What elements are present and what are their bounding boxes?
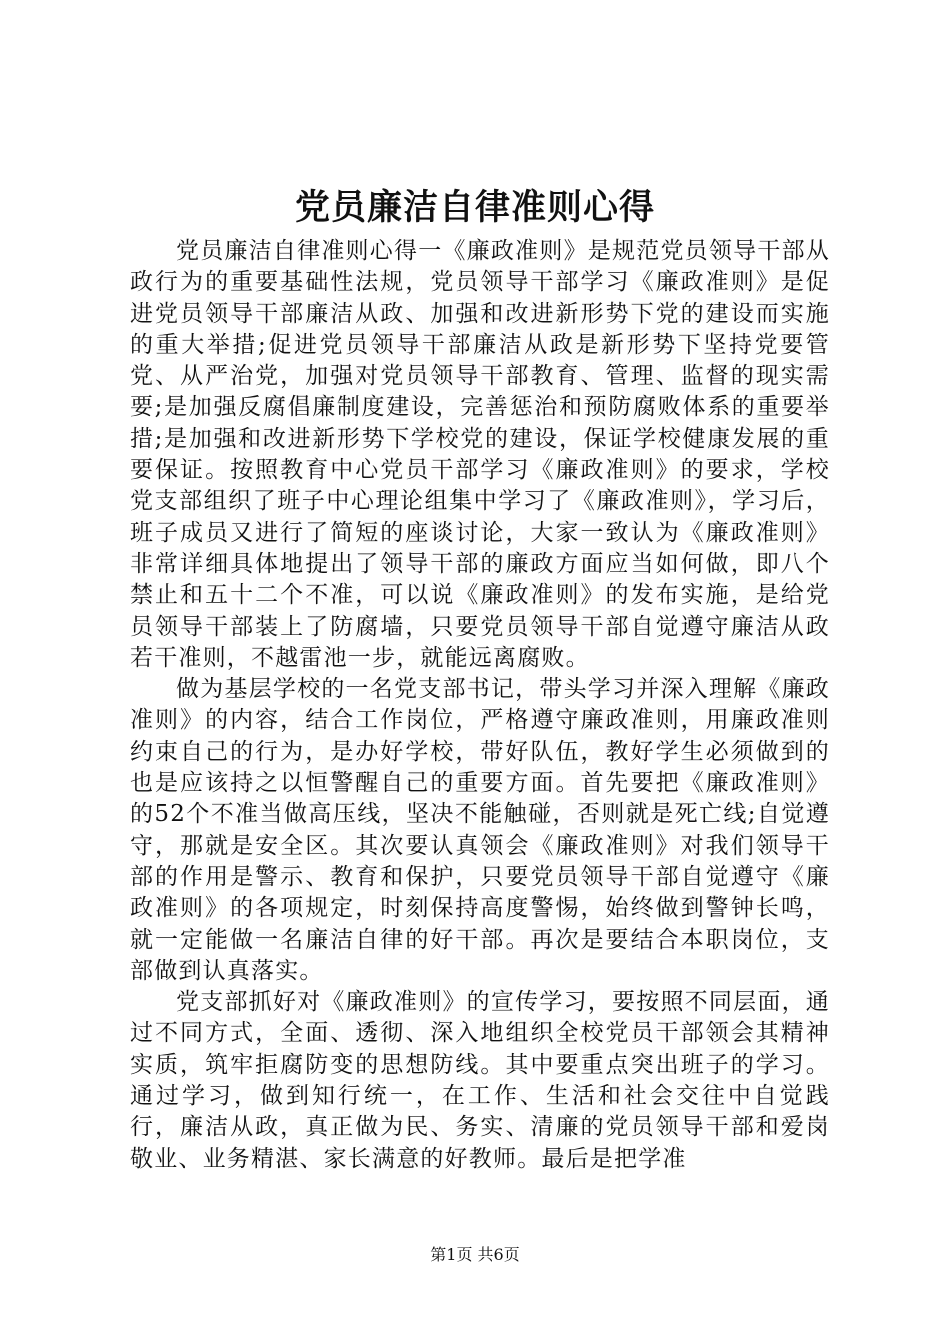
document-body [130,236,830,1175]
paragraph-2: 做为基层学校的一名党支部书记，带头学习并深入理解《廉政准则》的内容，结合工作岗位，严格遵守廉政准则，用廉政准则约束自己的行为，是办好学校，带好队伍，教好学生必须做到的也是应该持之以恒警醒自己的重要方面。首先要把《廉政准则》的52个不准当做高压线，坚决不能触碰，否则就是死亡线;自觉遵守，那就是安全区。其次要认真领会《廉政准则》对我们领导干部的作用是警示、教育和保护，只要党员领导干部自觉遵守《廉政准则》的各项规定，时刻保持高度警惕，始终做到警钟长鸣，就一定能做一名廉洁自律的好干部。再次是要结合本职岗位，支部做到认真落实。 [130,676,830,984]
paragraph-3: 党支部抓好对《廉政准则》的宣传学习，要按照不同层面，通过不同方式，全面、透彻、深入地组织全校党员干部领会其精神实质，筑牢拒腐防变的思想防线。其中要重点突出班子的学习。通过学习，做到知行统一，在工作、生活和社会交往中自觉践行，廉洁从政，真正做为民、务实、清廉的党员领导干部和爱岗敬业、业务精湛、家长满意的好教师。最后是把学准 [130,989,830,1172]
page-number-footer: 第1页 共6页 [430,1245,520,1264]
document-title: 党员廉洁自律准则心得 [294,187,655,228]
paragraph-1: 党员廉洁自律准则心得一《廉政准则》是规范党员领导干部从政行为的重要基础性法规，党员领导干部学习《廉政准则》是促进党员领导干部廉洁从政、加强和改进新形势下党的建设而实施的重大举措;促进党员领导干部廉洁从政是新形势下坚持党要管党、从严治党，加强对党员领导干部教育、管理、监督的现实需要;是加强反腐倡廉制度建设，完善惩治和预防腐败体系的重要举措;是加强和改进新形势下学校党的建设，保证学校健康发展的重要保证。按照教育中心党员干部学习《廉政准则》的要求，学校党支部组织了班子中心理论组集中学习了《廉政准则》，学习后，班子成员又进行了简短的座谈讨论，大家一致认为《廉政准则》非常详细具体地提出了领导干部的廉政方面应当如何做，即八个禁止和五十二个不准，可以说《廉政准则》的发布实施，是给党员领导干部装上了防腐墙，只要党员领导干部自觉遵守廉洁从政若干准则，不越雷池一步，就能远离腐败。 [130,238,830,671]
